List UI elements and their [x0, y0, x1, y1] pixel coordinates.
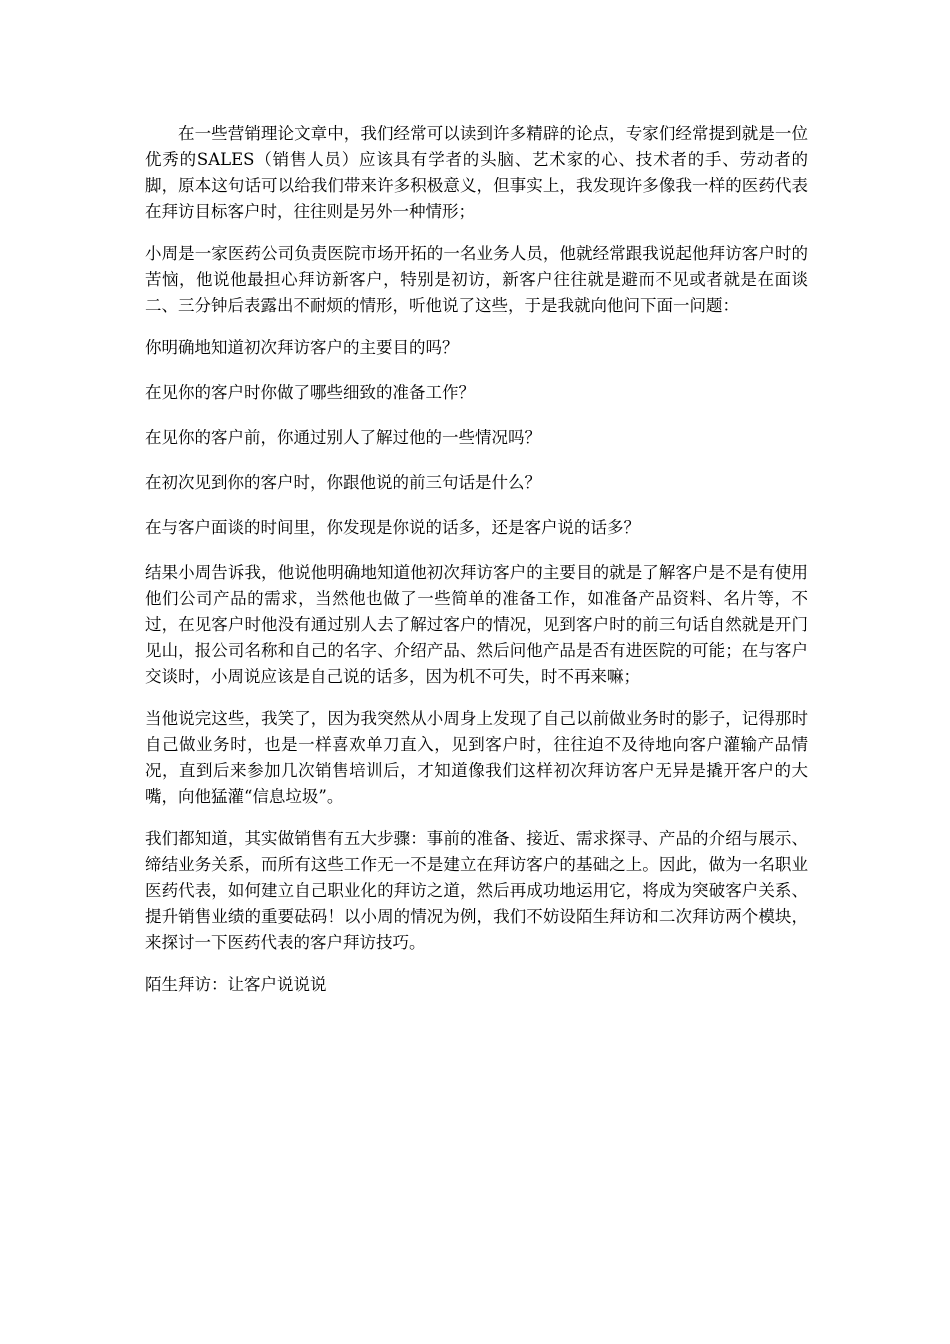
document-body — [145, 121, 808, 1017]
paragraph-sales-steps: 我们都知道，其实做销售有五大步骤：事前的准备、接近、需求探寻、产品的介绍与展示、缔结业务关系，而所有这些工作无一不是建立在拜访客户的基础之上。因此，做为一名职业医药代表，如何建立自己职业化的拜访之道，然后再成功地运用它，将成为突破客户关系、提升销售业绩的重要砝码！以小周的情况为例，我们不妨设陌生拜访和二次拜访两个模块，来探讨一下医药代表的客户拜访技巧。 — [145, 829, 808, 952]
paragraph-answer: 结果小周告诉我，他说他明确地知道他初次拜访客户的主要目的就是了解客户是不是有使用他们公司产品的需求，当然他也做了一些简单的准备工作，如准备产品资料、名片等，不过，在见客户时他没有通过别人去了解过客户的情况，见到客户时的前三句话自然就是开门见山，报公司名称和自己的名字、介绍产品、然后问他产品是否有进医院的可能；在与客户交谈时，小周说应该是自己说的话多，因为机不可失，时不再来嘛； — [145, 563, 808, 686]
paragraph-reflection: 当他说完这些，我笑了，因为我突然从小周身上发现了自己以前做业务时的影子，记得那时自己做业务时，也是一样喜欢单刀直入，见到客户时，往往迫不及待地向客户灌输产品情况，直到后来参加几次销售培训后，才知道像我们这样初次拜访客户无异是撬开客户的大嘴，向他猛灌“信息垃圾”。 — [145, 709, 808, 806]
section-heading-cold-visit: 陌生拜访：让客户说说说 — [145, 975, 327, 994]
question-4: 在初次见到你的客户时，你跟他说的前三句话是什么？ — [145, 473, 541, 492]
question-5: 在与客户面谈的时间里，你发现是你说的话多，还是客户说的话多？ — [145, 518, 640, 537]
paragraph-xiaozhou-story: 小周是一家医药公司负责医院市场开拓的一名业务人员，他就经常跟我说起他拜访客户时的苦恼，他说他最担心拜访新客户，特别是初访，新客户往往就是避而不见或者就是在面谈二、三分钟后表露出不耐烦的情形，听他说了这些，于是我就向他问下面一问题： — [145, 244, 808, 315]
question-1: 你明确地知道初次拜访客户的主要目的吗？ — [145, 338, 459, 357]
question-3: 在见你的客户前，你通过别人了解过他的一些情况吗？ — [145, 428, 541, 447]
paragraph-intro: 在一些营销理论文章中，我们经常可以读到许多精辟的论点，专家们经常提到就是一位优秀的SALES（销售人员）应该具有学者的头脑、艺术家的心、技术者的手、劳动者的脚，原本这句话可以给我们带来许多积极意义，但事实上，我发现许多像我一样的医药代表在拜访目标客户时，往往则是另外一种情形； — [145, 124, 808, 221]
question-2: 在见你的客户时你做了哪些细致的准备工作？ — [145, 383, 475, 402]
